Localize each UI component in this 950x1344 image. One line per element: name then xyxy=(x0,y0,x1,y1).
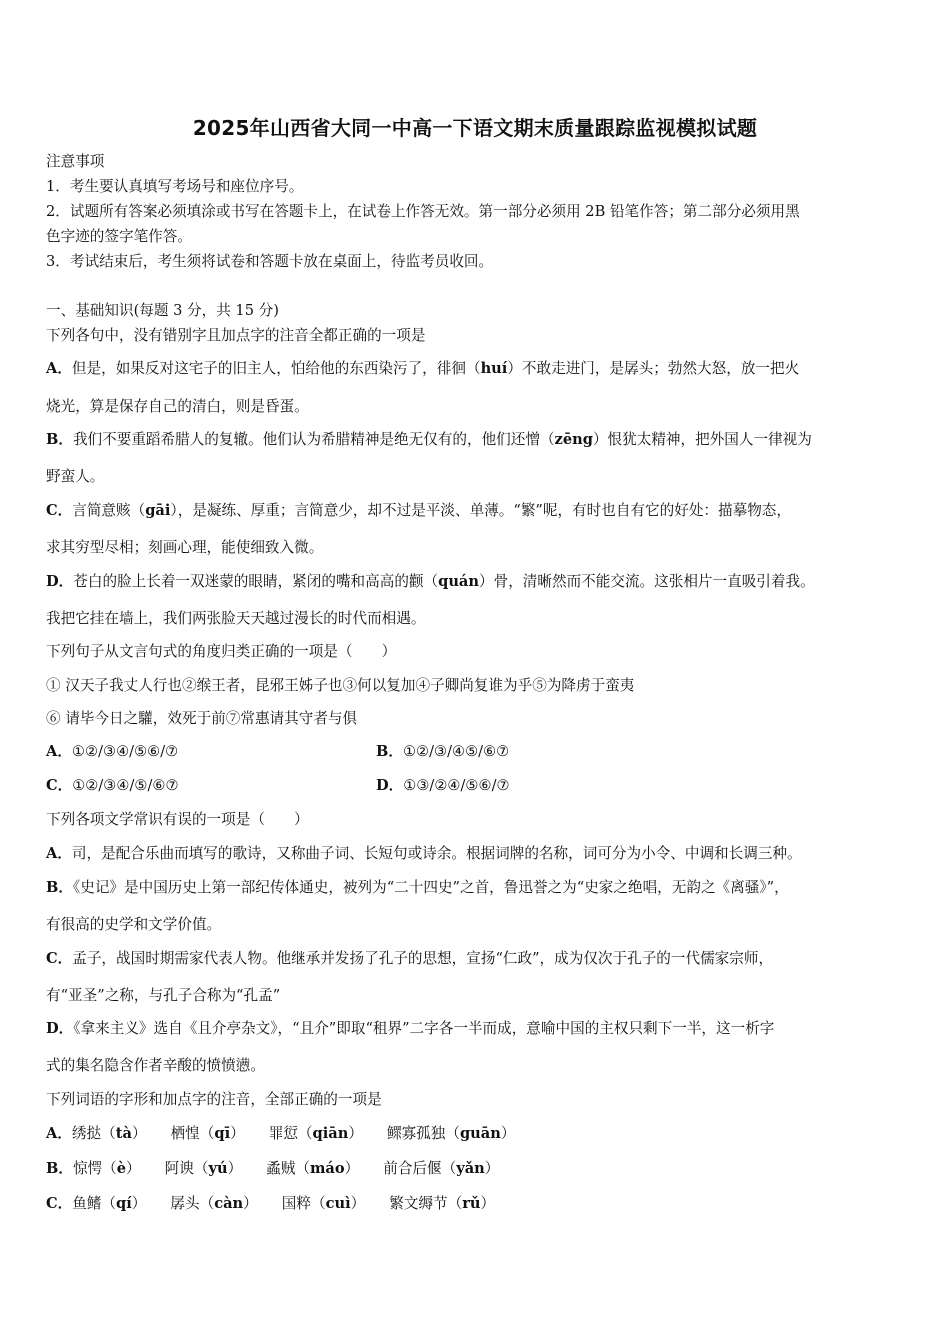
option-label: D． xyxy=(46,1020,74,1037)
q4-word: 繁文缛节 xyxy=(389,1195,448,1212)
q1-option-b: B．我们不要重蹈希腊人的复辙。他们认为希腊精神是绝无仅有的，他们还憎（zēng）恨犹太精神，把外国人一律视为 xyxy=(46,431,812,448)
q2-line-1: ① 汉天子我丈人行也②缑王者，昆邪王姊子也③何以复加④子卿尚复谁为乎⑤为降虏于蛮夷 xyxy=(46,677,635,694)
q4-word: 前合后偃 xyxy=(383,1160,442,1177)
option-label: A． xyxy=(46,845,72,862)
pinyin: gāi xyxy=(145,502,171,519)
q4-word: 阿谀 xyxy=(164,1160,194,1177)
q3-stem: 下列各项文学常识有误的一项是（ ） xyxy=(46,811,309,828)
q2-options-row-2 xyxy=(46,776,510,796)
q1-option-d: D．苍白的脸上长着一双迷蒙的眼睛，紧闭的嘴和高高的颧（quán）骨，清晰然而不能交流。这张相片一直吸引着我。 xyxy=(46,573,815,590)
q4-option-c: C．鱼鳍（qí） 孱头（càn） 国粹（cuì） 繁文缛节（rǔ） xyxy=(46,1195,496,1212)
q2-option-d: D．①③/②④/⑤⑥/⑦ xyxy=(376,777,510,794)
option-label: C． xyxy=(46,502,73,519)
option-label: B． xyxy=(46,431,73,448)
q2-option-a: A．①②/③④/⑤⑥/⑦ xyxy=(46,743,179,760)
pinyin: quán xyxy=(438,573,479,590)
pinyin: huí xyxy=(480,360,508,377)
page-title: 2025年山西省大同一中高一下语文期末质量跟踪监视模拟试题 xyxy=(192,116,758,140)
q4-word: 绣挞 xyxy=(71,1125,102,1142)
q1-option-a: A．但是，如果反对这宅子的旧主人，怕给他的东西染污了，徘徊（huí）不敢走进门，是孱头；勃然大怒，放一把火 xyxy=(46,360,800,377)
q3-option-d: D．《拿来主义》选自《且介亭杂文》，“且介”即取“租界”二字各一半而成，意喻中国的主权只剩下一半，这一析字 xyxy=(46,1020,775,1037)
option-label: C． xyxy=(46,950,73,967)
notice-item-1: 1．考生要认真填写考场号和座位序号。 xyxy=(46,178,304,195)
q4-word: 罪愆 xyxy=(268,1125,298,1142)
q4-word: 国粹 xyxy=(281,1195,311,1212)
option-label: A． xyxy=(46,360,72,377)
option-label: D． xyxy=(46,573,74,590)
q3-option-a: A．司，是配合乐曲而填写的歌诗，又称曲子词、长短句或诗余。根据词牌的名称，词可分为小令、中调和长调三种。 xyxy=(46,845,802,862)
q2-stem: 下列句子从文言句式的角度归类正确的一项是（ ） xyxy=(46,643,397,660)
q4-word: 栖惶 xyxy=(170,1125,200,1142)
notice-item-2-cont: 色字迹的签字笔作答。 xyxy=(46,228,192,245)
q1-stem: 下列各句中，没有错别字且加点字的注音全都正确的一项是 xyxy=(46,327,426,344)
q3-option-c-cont: 有“亚圣”之称，与孔子合称为“孔孟” xyxy=(46,987,281,1004)
notice-heading: 注意事项 xyxy=(46,153,105,170)
q1-option-c-cont: 求其穷型尽相；刻画心理，能使细致入微。 xyxy=(46,539,324,556)
q4-option-b: B．惊愕（è） 阿谀（yú） 蟊贼（máo） 前合后偃（yǎn） xyxy=(46,1160,500,1177)
q4-word: 蟊贼 xyxy=(266,1160,296,1177)
q4-word: 孱头 xyxy=(170,1195,200,1212)
q4-stem: 下列词语的字形和加点字的注音，全部正确的一项是 xyxy=(46,1091,382,1108)
q1-option-a-cont: 烧光，算是保存自己的清白，则是昏蛋。 xyxy=(46,398,309,415)
q1-option-d-cont: 我把它挂在墙上，我们两张脸天天越过漫长的时代而相遇。 xyxy=(46,610,426,627)
q1-option-b-cont: 野蛮人。 xyxy=(46,468,105,485)
q2-option-b: B．①②/③/④⑤/⑥⑦ xyxy=(376,743,510,760)
q1-option-c: C．言简意赅（gāi），是凝练、厚重；言简意少，却不过是平淡、单薄。“繁”呢，有时也自有它的好处：描摹物态， xyxy=(46,502,791,519)
pinyin: zēng xyxy=(554,431,593,448)
notice-item-3: 3．考试结束后，考生须将试卷和答题卡放在桌面上，待监考员收回。 xyxy=(46,253,494,270)
notice-item-2: 2．试题所有答案必须填涂或书写在答题卡上，在试卷上作答无效。第一部分必须用 2B 铅笔作答；第二部分必须用黑 xyxy=(46,203,800,220)
q4-option-a: A．绣挞（tà） 栖惶（qī） 罪愆（qiān） 鳏寡孤独（guān） xyxy=(46,1125,516,1142)
option-label: B． xyxy=(46,879,73,896)
q3-option-b-cont: 有很高的史学和文学价值。 xyxy=(46,916,222,933)
q2-options-row-1 xyxy=(46,742,510,762)
q4-word: 惊愕 xyxy=(72,1160,103,1177)
q3-option-c: C．孟子，战国时期需家代表人物。他继承并发扬了孔子的思想，宣扬“仁政”，成为仅次于孔子的一代儒家宗师， xyxy=(46,950,774,967)
q2-option-c: C．①②/③④/⑤/⑥⑦ xyxy=(46,777,179,794)
q3-option-b: B．《史记》是中国历史上第一部纪传体通史，被列为“二十四史”之首，鲁迅誉之为“史家之绝唱，无韵之《离骚》”， xyxy=(46,879,789,896)
q4-word: 鱼鳍 xyxy=(72,1195,102,1212)
section-heading: 一、基础知识(每题 3 分，共 15 分) xyxy=(46,302,279,319)
q3-option-d-cont: 式的集名隐含作者辛酸的愤愤懑。 xyxy=(46,1057,265,1074)
q4-word: 鳏寡孤独 xyxy=(386,1125,446,1142)
q2-line-2: ⑥ 请毕今日之驩，效死于前⑦常惠请其守者与俱 xyxy=(46,710,358,727)
